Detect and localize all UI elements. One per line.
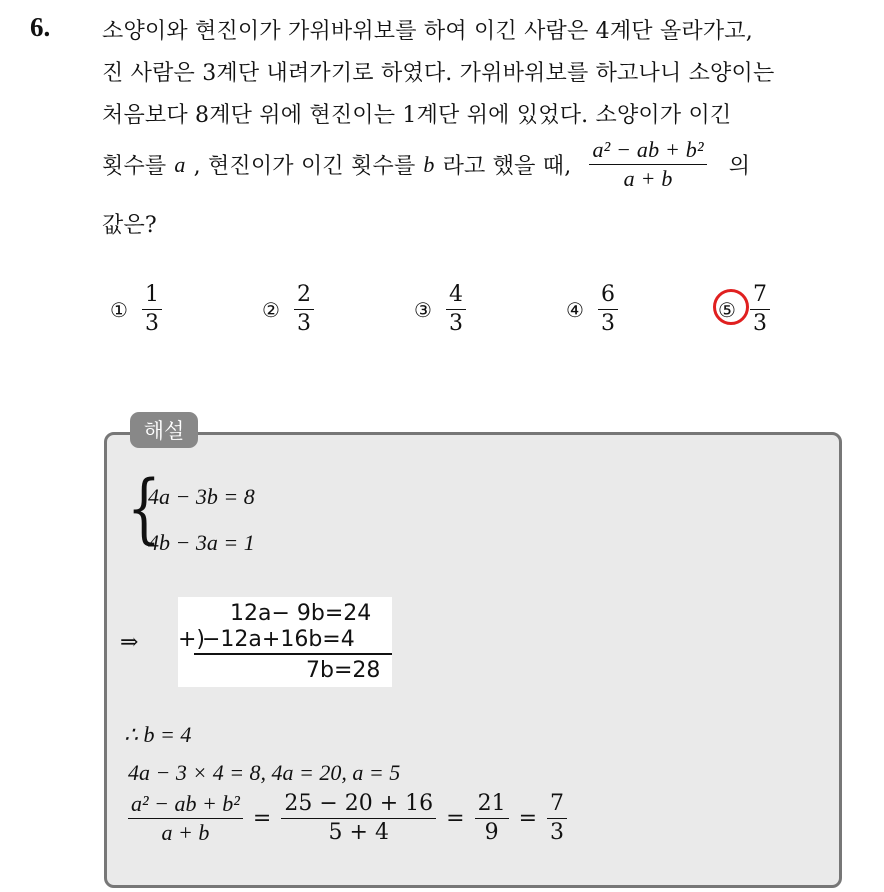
calc-row-1: 12a− 9b=24 (230, 601, 372, 626)
fraction-numerator: 7 (750, 283, 770, 310)
system-equation-2: 4b − 3a = 1 (148, 530, 255, 555)
calc-row-3: 7b=28 (306, 658, 381, 683)
fraction-numerator: 4 (446, 283, 466, 310)
fraction-numerator: 2 (294, 283, 314, 310)
choice-fraction (598, 283, 618, 336)
final-computation (128, 792, 567, 845)
expression-numerator: a² − ab + b² (589, 138, 706, 165)
equals-sign: = (518, 806, 538, 832)
equals-sign: = (252, 806, 272, 832)
question-line-2: 진 사람은 3계단 내려가기로 하였다. 가위바위보를 하고나니 소양이는 (102, 61, 775, 86)
step-therefore: ∴ b = 4 (124, 722, 192, 747)
fraction-denominator: 5 + 4 (328, 820, 389, 846)
choice-fraction (294, 283, 314, 336)
choice-mark (718, 298, 736, 322)
question-text-part: 라고 했을 때, (442, 154, 572, 180)
fraction-denominator: a + b (161, 820, 210, 846)
choice-mark: ② (262, 297, 280, 322)
choice-2[interactable] (262, 283, 314, 336)
question-line-5: 값은? (102, 213, 157, 238)
choice-fraction (142, 283, 162, 336)
choice-fraction (750, 283, 770, 336)
question-expression (589, 138, 706, 191)
elimination-calculation (178, 597, 392, 687)
solution-tag: 해설 (130, 412, 198, 448)
fraction-numerator: 6 (598, 283, 618, 310)
fraction-denominator: 3 (752, 311, 767, 337)
question-line-4 (102, 138, 750, 191)
fraction-numerator: 21 (475, 792, 509, 819)
choice-mark: ① (110, 297, 128, 322)
fraction-numerator: 25 − 20 + 16 (281, 792, 436, 819)
question-text-part: 의 (728, 154, 751, 180)
fraction-numerator: 1 (142, 283, 162, 310)
choice-5[interactable] (718, 283, 770, 336)
implies-arrow: ⇒ (120, 630, 139, 655)
choice-fraction (446, 283, 466, 336)
fraction-denominator: 3 (550, 820, 565, 846)
system-brace-icon: { (127, 463, 161, 552)
question-line-3: 처음보다 8계단 위에 현진이는 1계단 위에 있었다. 소양이가 이긴 (102, 103, 732, 128)
fraction-denominator: 3 (296, 311, 311, 337)
fraction-numerator: a² − ab + b² (128, 792, 243, 819)
choice-mark: ④ (566, 297, 584, 322)
step-solve-a: 4a − 3 × 4 = 8, 4a = 20, a = 5 (128, 760, 401, 785)
fraction-denominator: 9 (484, 820, 499, 846)
expression-denominator: a + b (623, 166, 673, 192)
system-equation-1: 4a − 3b = 8 (148, 484, 255, 509)
choice-mark: ③ (414, 297, 432, 322)
fraction-denominator: 3 (448, 311, 463, 337)
variable-b: b (423, 151, 435, 177)
fraction-denominator: 3 (144, 311, 159, 337)
choice-mark-text: ⑤ (718, 297, 736, 322)
fraction-numerator: 7 (547, 792, 567, 819)
choice-3[interactable] (414, 283, 466, 336)
calc-underline (194, 653, 392, 655)
final-mid-fraction (281, 792, 436, 845)
final-r1-fraction (475, 792, 509, 845)
question-line-1: 소양이와 현진이가 가위바위보를 하여 이긴 사람은 4계단 올라가고, (102, 19, 753, 44)
final-lhs-fraction (128, 792, 243, 845)
choice-1[interactable] (110, 283, 162, 336)
calc-row-2: −12a+16b=4 (202, 627, 355, 652)
equals-sign: = (446, 806, 465, 832)
question-number: 6. (30, 12, 51, 42)
variable-a: a (174, 151, 186, 177)
choice-4[interactable] (566, 283, 618, 336)
final-r2-fraction (547, 792, 567, 845)
calc-operator: +) (178, 627, 206, 652)
question-text-part: , 현진이가 이긴 횟수를 (193, 154, 416, 180)
selected-answer-circle-icon (713, 289, 749, 325)
fraction-denominator: 3 (600, 311, 615, 337)
question-text-part: 횟수를 (102, 154, 167, 180)
